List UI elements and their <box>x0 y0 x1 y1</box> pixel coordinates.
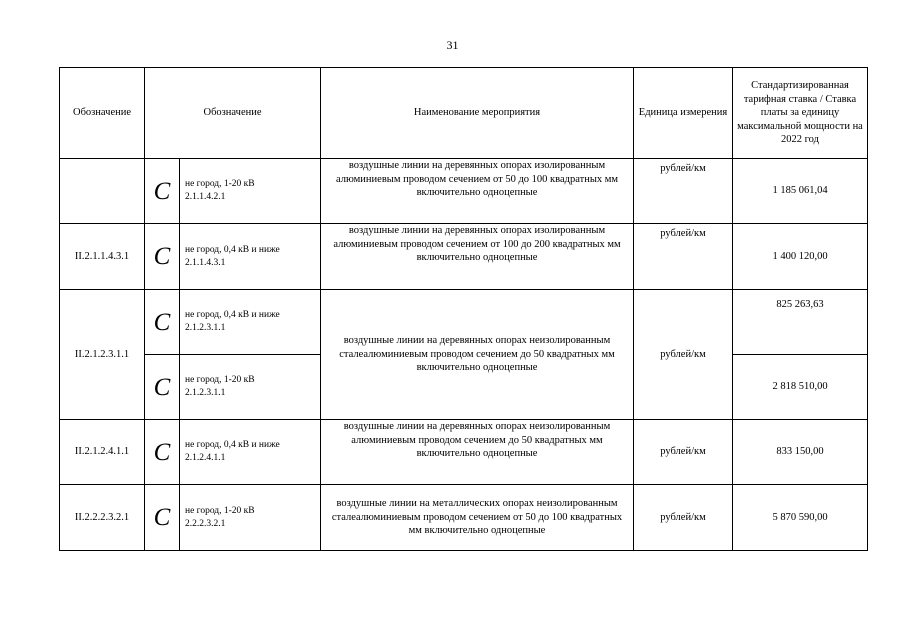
sub-designation-type: не город, 1-20 кВ <box>185 375 255 386</box>
sub-designation-type: не город, 0,4 кВ и ниже <box>185 440 280 451</box>
sub-designation <box>180 485 321 551</box>
sub-designation <box>180 420 321 485</box>
row-code: II.2.1.2.4.1.1 <box>60 420 145 485</box>
table-row <box>60 485 868 551</box>
rate-value: 1 185 061,04 <box>733 159 868 224</box>
page-number: 31 <box>446 38 459 52</box>
sub-designation <box>180 355 321 420</box>
category-letter: C <box>145 159 180 224</box>
sub-designation-type: не город, 1-20 кВ <box>185 505 255 516</box>
measure-name: воздушные линии на деревянных опорах неизолированным алюминиевым проводом сечением до 50 квадратных мм включительно одноцепные <box>321 420 634 485</box>
table-row <box>60 159 868 224</box>
category-letter: C <box>145 290 180 355</box>
row-code: II.2.1.1.4.3.1 <box>60 224 145 290</box>
sub-designation-code: 2.2.2.3.2.1 <box>185 518 226 529</box>
sub-designation-code: 2.1.2.4.1.1 <box>185 453 226 463</box>
table-header-row <box>60 68 868 159</box>
sub-designation-code: 2.1.1.4.2.1 <box>185 192 226 202</box>
sub-designation-type: не город, 0,4 кВ и ниже <box>185 310 280 321</box>
category-letter: C <box>145 420 180 485</box>
measure-name: воздушные линии на деревянных опорах неизолированным сталеалюминиевым проводом сечением до 50 квадратных мм включительно одноцепные <box>321 290 634 420</box>
sub-designation <box>180 224 321 290</box>
row-code <box>60 159 145 224</box>
measure-name: воздушные линии на деревянных опорах изолированным алюминиевым проводом сечением от 50 до 100 квадратных мм включительно одноцепные <box>321 159 634 224</box>
unit-cell: рублей/км <box>634 485 733 551</box>
row-code: II.2.2.2.3.2.1 <box>60 485 145 551</box>
sub-designation <box>180 159 321 224</box>
header-designation-sub: Обозначение <box>145 68 321 159</box>
header-unit: Единица измерения <box>634 68 733 159</box>
header-tariff-rate: Стандартизированная тарифная ставка / Ставка платы за единицу максимальной мощности на 2022 год <box>733 68 868 159</box>
header-measure-name: Наименование мероприятия <box>321 68 634 159</box>
sub-designation-code: 2.1.2.3.1.1 <box>185 323 226 333</box>
row-code: II.2.1.2.3.1.1 <box>60 290 145 420</box>
measure-name: воздушные линии на деревянных опорах изолированным алюминиевым проводом сечением от 100 до 200 квадратных мм включительно одноцепные <box>321 224 634 290</box>
rate-value: 5 870 590,00 <box>733 485 868 551</box>
sub-designation-type: не город, 0,4 кВ и ниже <box>185 244 280 255</box>
unit-cell: рублей/км <box>634 224 733 290</box>
header-designation: Обозначение <box>60 68 145 159</box>
unit-cell: рублей/км <box>634 159 733 224</box>
table-row <box>60 290 868 355</box>
unit-cell: рублей/км <box>634 420 733 485</box>
sub-designation-code: 2.1.2.3.1.1 <box>185 388 226 398</box>
measure-name: воздушные линии на металлических опорах неизолированным сталеалюминиевым проводом сечением от 50 до 100 квадратных мм включительно одноцепные <box>321 485 634 551</box>
table-row <box>60 420 868 485</box>
rate-value: 825 263,63 <box>733 290 868 355</box>
rate-value: 1 400 120,00 <box>733 224 868 290</box>
tariff-table <box>59 67 868 551</box>
category-letter: C <box>145 485 180 551</box>
unit-cell: рублей/км <box>634 290 733 420</box>
rate-value: 833 150,00 <box>733 420 868 485</box>
sub-designation-type: не город, 1-20 кВ <box>185 179 255 190</box>
sub-designation-code: 2.1.1.4.3.1 <box>185 257 226 268</box>
rate-value: 2 818 510,00 <box>733 355 868 420</box>
sub-designation <box>180 290 321 355</box>
category-letter: C <box>145 355 180 420</box>
category-letter: C <box>145 224 180 290</box>
table-row <box>60 224 868 290</box>
